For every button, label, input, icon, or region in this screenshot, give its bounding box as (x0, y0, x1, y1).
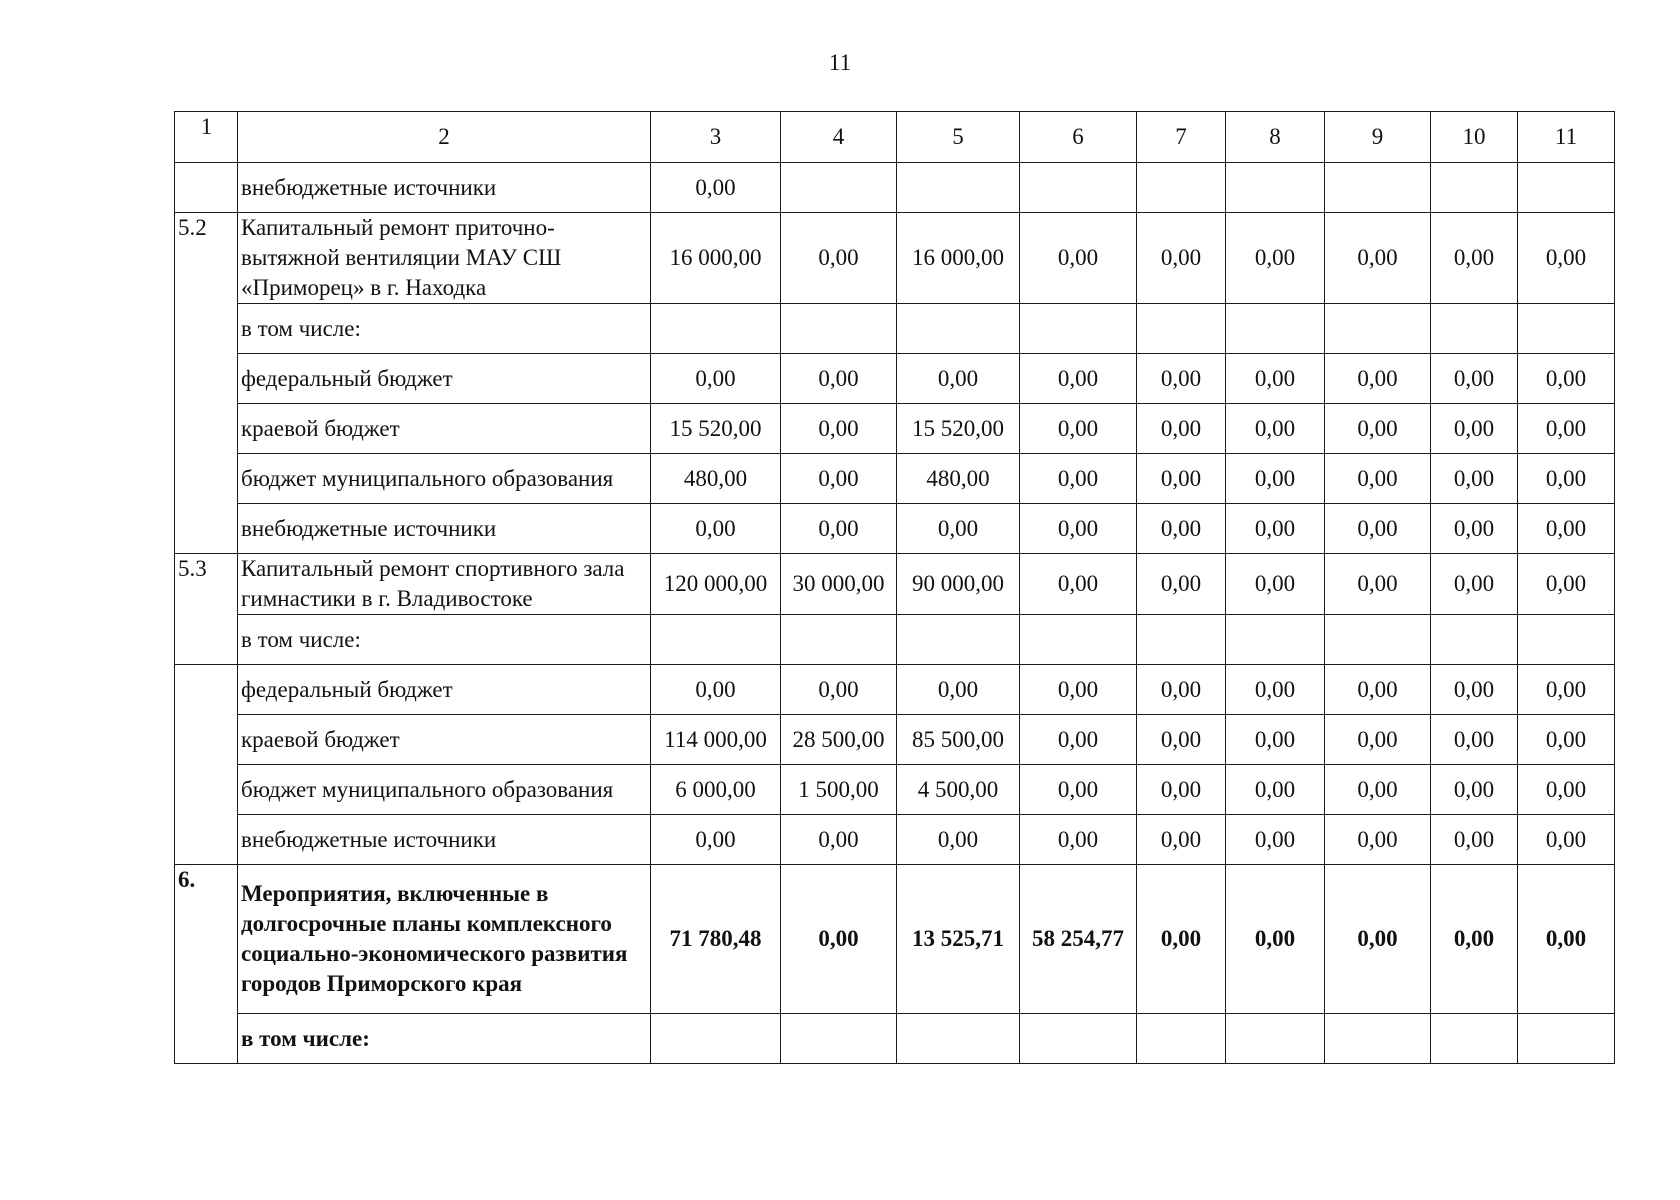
value-cell: 0,00 (1137, 213, 1226, 304)
budget-table (174, 111, 1615, 1064)
value-cell: 0,00 (1518, 815, 1615, 865)
value-cell (1431, 163, 1518, 213)
value-cell: 0,00 (1431, 554, 1518, 615)
table-row (175, 504, 1615, 554)
value-cell: 0,00 (1226, 815, 1325, 865)
value-cell (1325, 615, 1431, 665)
row-index-cell: 5.2 (175, 213, 238, 304)
row-index-cell (175, 715, 238, 765)
header-cell: 2 (238, 112, 651, 163)
header-cell: 3 (651, 112, 781, 163)
value-cell (1226, 1014, 1325, 1064)
value-cell: 85 500,00 (897, 715, 1020, 765)
header-cell: 1 (175, 112, 238, 163)
value-cell (781, 304, 897, 354)
value-cell (1325, 1014, 1431, 1064)
row-index-cell (175, 815, 238, 865)
value-cell (1020, 163, 1137, 213)
row-index-cell (175, 163, 238, 213)
value-cell: 0,00 (1137, 454, 1226, 504)
row-name-cell: в том числе: (238, 304, 651, 354)
value-cell: 0,00 (1020, 504, 1137, 554)
table-row (175, 354, 1615, 404)
value-cell: 0,00 (1518, 213, 1615, 304)
table-row (175, 765, 1615, 815)
header-cell: 6 (1020, 112, 1137, 163)
value-cell: 120 000,00 (651, 554, 781, 615)
value-cell: 0,00 (651, 815, 781, 865)
value-cell: 0,00 (1325, 554, 1431, 615)
row-index-cell (175, 765, 238, 815)
value-cell: 0,00 (1020, 665, 1137, 715)
value-cell: 0,00 (1431, 504, 1518, 554)
table-row (175, 454, 1615, 504)
row-index-cell (175, 665, 238, 715)
value-cell (781, 163, 897, 213)
value-cell: 0,00 (1325, 213, 1431, 304)
value-cell (1137, 615, 1226, 665)
value-cell: 0,00 (1137, 404, 1226, 454)
value-cell: 0,00 (781, 454, 897, 504)
value-cell: 0,00 (1325, 504, 1431, 554)
row-index-cell (175, 354, 238, 404)
value-cell: 0,00 (1518, 665, 1615, 715)
row-index-cell (175, 615, 238, 665)
value-cell: 4 500,00 (897, 765, 1020, 815)
table-row (175, 815, 1615, 865)
header-cell: 10 (1431, 112, 1518, 163)
value-cell: 0,00 (1137, 554, 1226, 615)
value-cell: 30 000,00 (781, 554, 897, 615)
value-cell: 0,00 (1020, 404, 1137, 454)
row-index-cell (175, 404, 238, 454)
value-cell: 0,00 (1518, 354, 1615, 404)
value-cell (1518, 304, 1615, 354)
value-cell: 0,00 (781, 665, 897, 715)
table-row (175, 304, 1615, 354)
value-cell: 0,00 (1518, 504, 1615, 554)
row-name-cell: в том числе: (238, 1014, 651, 1064)
table-row (175, 1014, 1615, 1064)
table-row (175, 163, 1615, 213)
value-cell: 0,00 (781, 815, 897, 865)
row-name-cell: внебюджетные источники (238, 815, 651, 865)
value-cell (1431, 615, 1518, 665)
value-cell: 0,00 (1325, 665, 1431, 715)
value-cell (1518, 615, 1615, 665)
value-cell (1020, 1014, 1137, 1064)
row-name-cell: федеральный бюджет (238, 665, 651, 715)
value-cell: 0,00 (651, 163, 781, 213)
value-cell (1325, 304, 1431, 354)
value-cell: 28 500,00 (781, 715, 897, 765)
value-cell: 0,00 (1226, 213, 1325, 304)
value-cell: 0,00 (1325, 765, 1431, 815)
value-cell: 114 000,00 (651, 715, 781, 765)
value-cell (1518, 163, 1615, 213)
value-cell: 0,00 (1518, 554, 1615, 615)
row-name-cell: в том числе: (238, 615, 651, 665)
value-cell (1518, 1014, 1615, 1064)
value-cell: 1 500,00 (781, 765, 897, 815)
value-cell: 15 520,00 (651, 404, 781, 454)
row-name-cell: внебюджетные источники (238, 163, 651, 213)
value-cell (1325, 163, 1431, 213)
value-cell (1137, 304, 1226, 354)
value-cell: 0,00 (1518, 765, 1615, 815)
value-cell: 0,00 (897, 815, 1020, 865)
value-cell: 0,00 (1137, 715, 1226, 765)
table-row (175, 213, 1615, 304)
header-cell: 4 (781, 112, 897, 163)
table-row (175, 865, 1615, 1014)
value-cell: 15 520,00 (897, 404, 1020, 454)
value-cell: 0,00 (1518, 865, 1615, 1014)
value-cell (1226, 163, 1325, 213)
value-cell: 0,00 (1325, 865, 1431, 1014)
value-cell (651, 1014, 781, 1064)
value-cell (781, 615, 897, 665)
value-cell: 480,00 (897, 454, 1020, 504)
value-cell: 0,00 (1226, 765, 1325, 815)
header-cell: 8 (1226, 112, 1325, 163)
value-cell: 0,00 (1518, 454, 1615, 504)
value-cell (1431, 304, 1518, 354)
value-cell: 0,00 (1431, 454, 1518, 504)
value-cell: 0,00 (781, 865, 897, 1014)
value-cell (897, 163, 1020, 213)
value-cell (1431, 1014, 1518, 1064)
row-index-cell: 5.3 (175, 554, 238, 615)
value-cell: 0,00 (1137, 354, 1226, 404)
value-cell (1137, 1014, 1226, 1064)
value-cell: 0,00 (897, 665, 1020, 715)
table-header-row (175, 112, 1615, 163)
value-cell: 6 000,00 (651, 765, 781, 815)
value-cell: 0,00 (1431, 354, 1518, 404)
header-cell: 7 (1137, 112, 1226, 163)
page-number: 11 (828, 50, 852, 75)
value-cell (1020, 304, 1137, 354)
row-name-cell: внебюджетные источники (238, 504, 651, 554)
value-cell: 0,00 (781, 504, 897, 554)
header-cell: 11 (1518, 112, 1615, 163)
value-cell: 0,00 (1226, 404, 1325, 454)
value-cell: 0,00 (1226, 715, 1325, 765)
row-index-cell (175, 504, 238, 554)
value-cell: 0,00 (1431, 865, 1518, 1014)
value-cell: 0,00 (1137, 665, 1226, 715)
value-cell: 0,00 (1226, 665, 1325, 715)
value-cell: 0,00 (1020, 554, 1137, 615)
value-cell: 0,00 (1020, 454, 1137, 504)
value-cell (1137, 163, 1226, 213)
row-name-cell: бюджет муниципального образования (238, 454, 651, 504)
value-cell: 480,00 (651, 454, 781, 504)
value-cell: 0,00 (1431, 715, 1518, 765)
value-cell: 0,00 (1325, 354, 1431, 404)
value-cell: 0,00 (651, 504, 781, 554)
value-cell (1226, 615, 1325, 665)
value-cell (651, 304, 781, 354)
value-cell: 0,00 (1325, 404, 1431, 454)
row-name-cell: Капитальный ремонт спортивного зала гимнастики в г. Владивостоке (238, 554, 651, 615)
value-cell: 0,00 (897, 504, 1020, 554)
value-cell: 0,00 (897, 354, 1020, 404)
value-cell: 0,00 (1020, 815, 1137, 865)
value-cell: 0,00 (1325, 815, 1431, 865)
header-cell: 5 (897, 112, 1020, 163)
row-index-cell (175, 304, 238, 354)
table-row (175, 554, 1615, 615)
value-cell: 0,00 (1137, 504, 1226, 554)
value-cell: 13 525,71 (897, 865, 1020, 1014)
row-index-cell (175, 454, 238, 504)
row-name-cell: федеральный бюджет (238, 354, 651, 404)
table-row (175, 615, 1615, 665)
value-cell: 0,00 (1226, 504, 1325, 554)
value-cell (781, 1014, 897, 1064)
row-name-cell: Мероприятия, включенные в долгосрочные планы комплексного социально-экономического развития городов Приморского края (238, 865, 651, 1014)
value-cell: 0,00 (1325, 454, 1431, 504)
value-cell: 0,00 (1020, 715, 1137, 765)
value-cell: 0,00 (1518, 404, 1615, 454)
value-cell: 0,00 (1431, 765, 1518, 815)
row-name-cell: Капитальный ремонт приточно-вытяжной вентиляции МАУ СШ «Приморец» в г. Находка (238, 213, 651, 304)
table-row (175, 404, 1615, 454)
value-cell (897, 304, 1020, 354)
value-cell: 16 000,00 (651, 213, 781, 304)
value-cell: 0,00 (781, 213, 897, 304)
value-cell (1226, 304, 1325, 354)
value-cell: 58 254,77 (1020, 865, 1137, 1014)
value-cell: 0,00 (1020, 765, 1137, 815)
table-row (175, 665, 1615, 715)
row-name-cell: краевой бюджет (238, 715, 651, 765)
value-cell (651, 615, 781, 665)
value-cell: 0,00 (1431, 404, 1518, 454)
value-cell: 71 780,48 (651, 865, 781, 1014)
value-cell: 0,00 (1226, 354, 1325, 404)
value-cell: 0,00 (1226, 865, 1325, 1014)
value-cell: 0,00 (1431, 815, 1518, 865)
value-cell (897, 1014, 1020, 1064)
value-cell (897, 615, 1020, 665)
value-cell: 0,00 (651, 354, 781, 404)
value-cell: 0,00 (1226, 554, 1325, 615)
row-index-cell: 6. (175, 865, 238, 1014)
value-cell: 0,00 (781, 354, 897, 404)
value-cell: 0,00 (1137, 815, 1226, 865)
value-cell: 90 000,00 (897, 554, 1020, 615)
value-cell: 0,00 (1431, 665, 1518, 715)
table-row (175, 715, 1615, 765)
value-cell: 0,00 (1518, 715, 1615, 765)
value-cell (1020, 615, 1137, 665)
value-cell: 0,00 (651, 665, 781, 715)
row-name-cell: краевой бюджет (238, 404, 651, 454)
value-cell: 0,00 (1137, 865, 1226, 1014)
header-cell: 9 (1325, 112, 1431, 163)
value-cell: 0,00 (1020, 213, 1137, 304)
value-cell: 16 000,00 (897, 213, 1020, 304)
value-cell: 0,00 (1325, 715, 1431, 765)
row-index-cell (175, 1014, 238, 1064)
value-cell: 0,00 (781, 404, 897, 454)
value-cell: 0,00 (1020, 354, 1137, 404)
value-cell: 0,00 (1431, 213, 1518, 304)
value-cell: 0,00 (1137, 765, 1226, 815)
row-name-cell: бюджет муниципального образования (238, 765, 651, 815)
value-cell: 0,00 (1226, 454, 1325, 504)
